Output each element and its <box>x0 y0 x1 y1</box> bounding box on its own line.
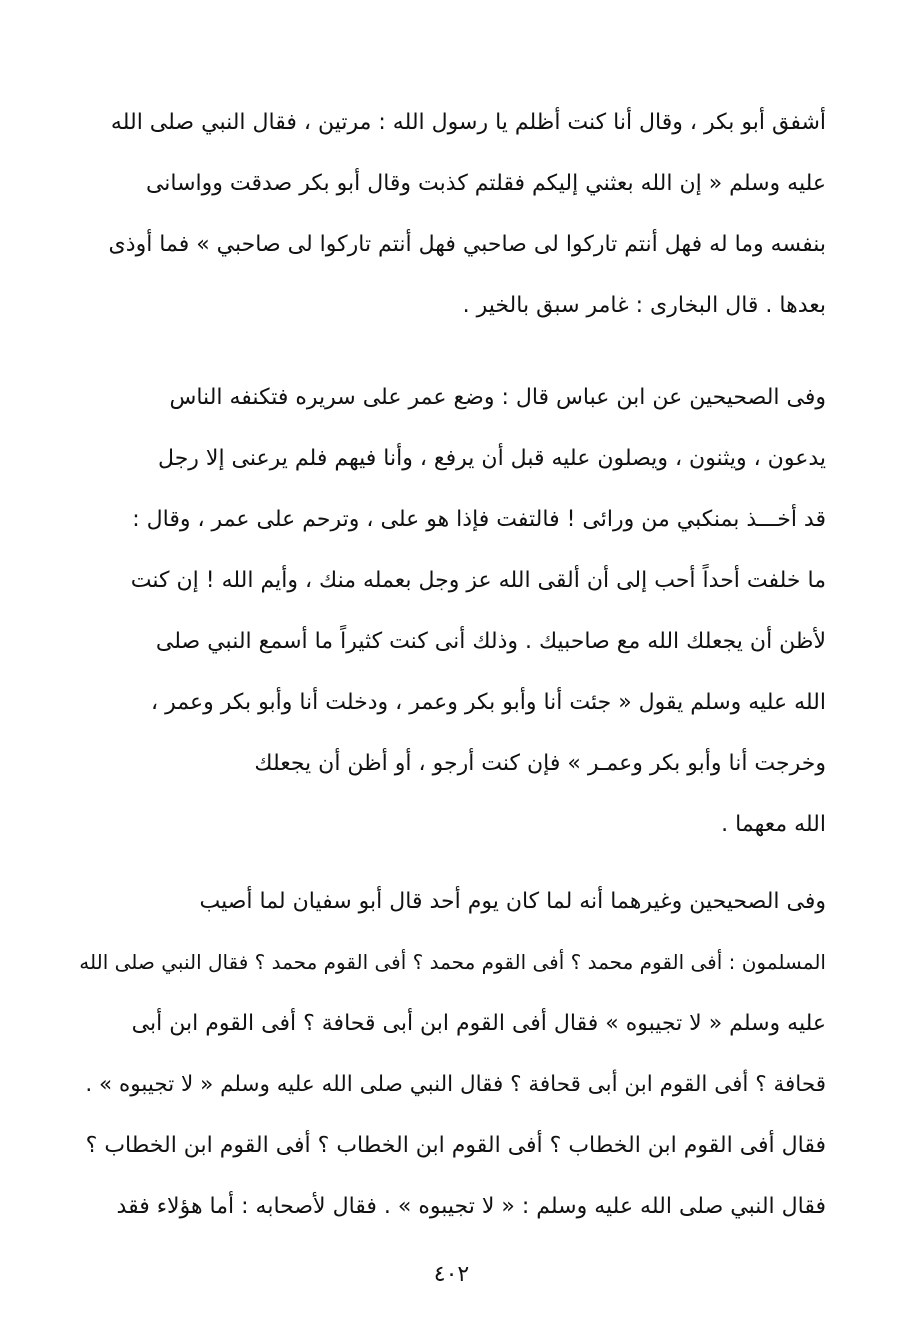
text-line: وفى الصحيحين عن ابن عباس قال : وضع عمر على سريره فتكنفه الناس <box>169 385 826 410</box>
paragraph-2 <box>78 367 826 855</box>
text-line: الله عليه وسلم يقول « جئت أنا وأبو بكر وعمر ، ودخلت أنا وأبو بكر وعمر ، <box>151 690 826 715</box>
text-line: المسلمون : أفى القوم محمد ؟ أفى القوم محمد ؟ أفى القوم محمد ؟ فقال النبي صلى الله <box>79 950 826 974</box>
text-line: فقال النبي صلى الله عليه وسلم : « لا تجيبوه » . فقال لأصحابه : أما هؤلاء فقد <box>116 1194 826 1219</box>
text-line: قحافة ؟ أفى القوم ابن أبى قحافة ؟ فقال النبي صلى الله عليه وسلم « لا تجيبوه » . <box>85 1072 826 1097</box>
text-line: لأظن أن يجعلك الله مع صاحبيك . وذلك أنى كنت كثيراً ما أسمع النبي صلى <box>155 629 826 654</box>
text-line: عليه وسلم « لا تجيبوه » فقال أفى القوم ابن أبى قحافة ؟ أفى القوم ابن أبى <box>131 1011 826 1036</box>
text-line: عليه وسلم « إن الله بعثني إليكم فقلتم كذبت وقال أبو بكر صدقت وواسانى <box>145 171 826 196</box>
paragraph-1 <box>78 92 826 336</box>
text-line: بنفسه وما له فهل أنتم تاركوا لى صاحبي فهل أنتم تاركوا لى صاحبي » فما أوذى <box>108 232 826 257</box>
text-line: وفى الصحيحين وغيرهما أنه لما كان يوم أحد قال أبو سفيان لما أصيب <box>199 889 826 914</box>
text-line: وخرجت أنا وأبو بكر وعمـر » فإن كنت أرجو ، أو أظن أن يجعلك <box>254 751 826 776</box>
text-line: قد أخـــذ بمنكبي من ورائى ! فالتفت فإذا هو على ، وترحم على عمر ، وقال : <box>132 507 826 532</box>
page-number: ٤٠٢ <box>433 1262 470 1287</box>
text-line: الله معهما . <box>721 812 826 837</box>
paragraph-3 <box>78 871 826 1237</box>
text-line: ما خلفت أحداً أحب إلى أن ألقى الله عز وجل بعمله منك ، وأيم الله ! إن كنت <box>130 568 826 593</box>
text-line: فقال أفى القوم ابن الخطاب ؟ أفى القوم ابن الخطاب ؟ أفى القوم ابن الخطاب ؟ <box>85 1133 826 1158</box>
text-line: أشفق أبو بكر ، وقال أنا كنت أظلم يا رسول الله : مرتين ، فقال النبي صلى الله <box>110 110 826 135</box>
text-line: بعدها . قال البخارى : غامر سبق بالخير . <box>462 293 826 318</box>
text-line: يدعون ، ويثنون ، ويصلون عليه قبل أن يرفع ، وأنا فيهم فلم يرعنى إلا رجل <box>158 446 826 471</box>
